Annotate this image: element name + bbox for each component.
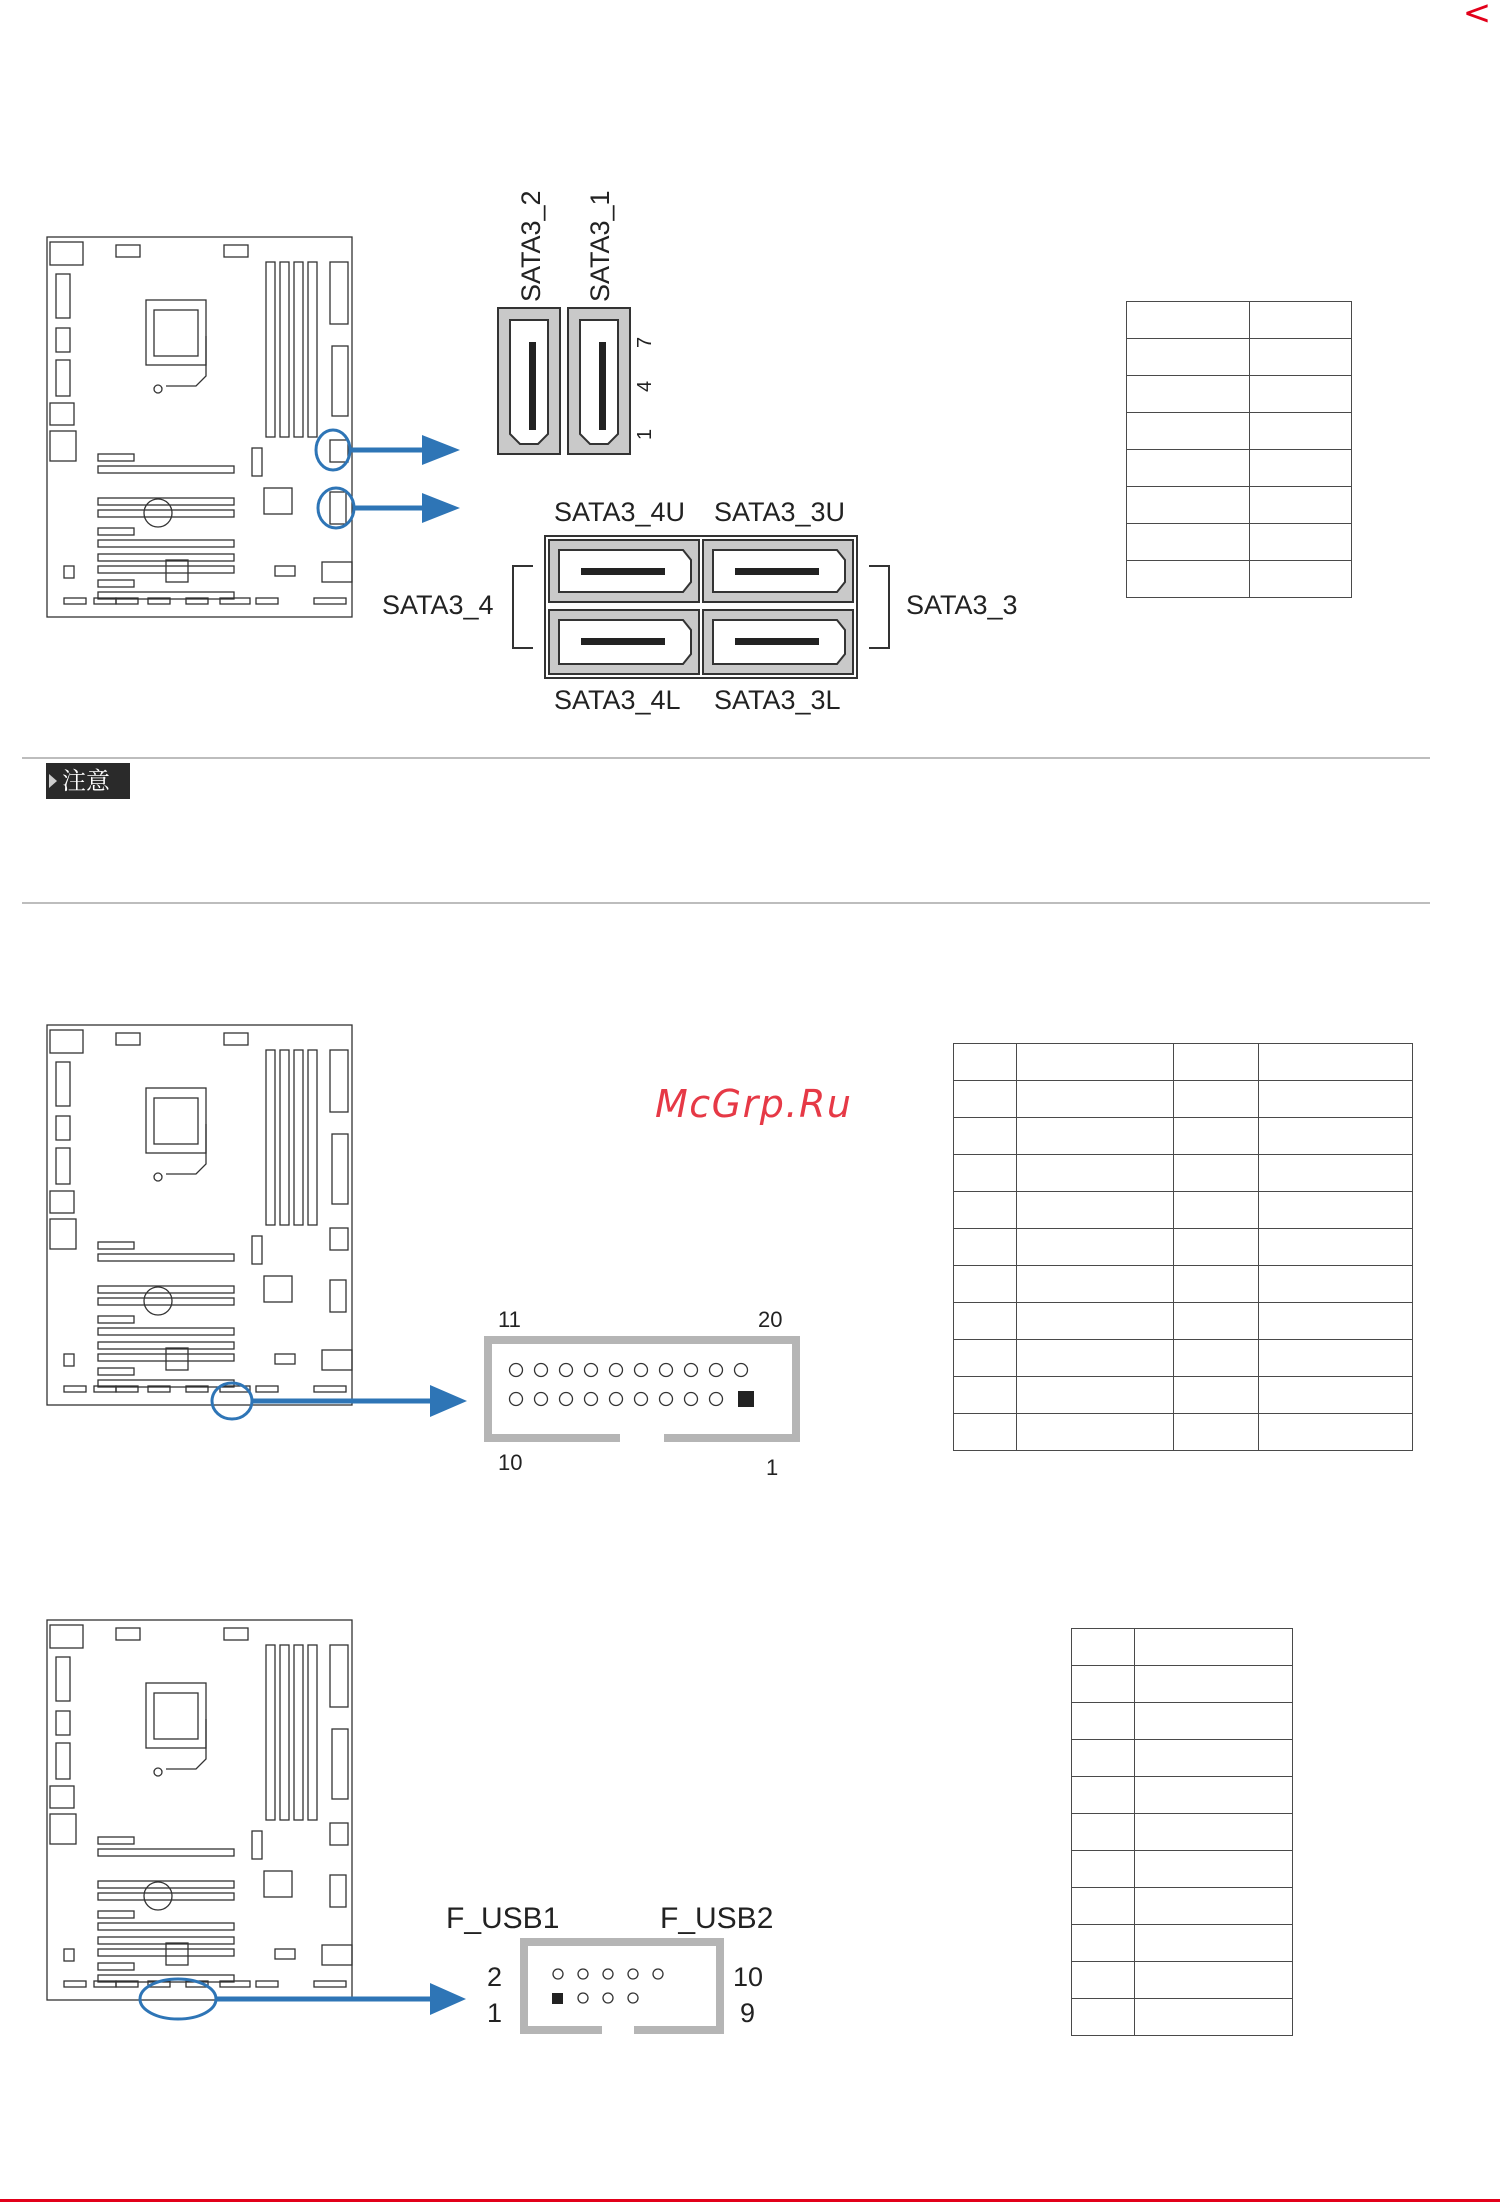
table-cell <box>1258 1414 1412 1451</box>
pin <box>635 1364 648 1377</box>
divider <box>22 757 1430 759</box>
table-cell <box>1250 487 1352 524</box>
usb2-pin-9-label: 9 <box>740 1998 756 2028</box>
table-row <box>1127 376 1352 413</box>
sata-highlight-callouts <box>310 420 470 530</box>
table-cell <box>1134 1629 1292 1666</box>
pin <box>710 1364 723 1377</box>
table-cell <box>1250 339 1352 376</box>
table-cell <box>1258 1303 1412 1340</box>
table-cell <box>1258 1118 1412 1155</box>
table-cell <box>1072 1814 1135 1851</box>
table-cell <box>954 1044 1017 1081</box>
sata3-2-label: SATA3_2 <box>516 190 546 302</box>
table-cell <box>1134 1814 1292 1851</box>
table-cell <box>1072 1666 1135 1703</box>
table-cell <box>954 1081 1017 1118</box>
pin <box>628 1969 638 1979</box>
table-cell <box>1258 1081 1412 1118</box>
table-cell <box>1017 1266 1174 1303</box>
sata-pin-table <box>1126 301 1352 598</box>
table-row <box>1127 302 1352 339</box>
table-cell <box>1134 1888 1292 1925</box>
pin <box>660 1364 673 1377</box>
table-cell <box>1017 1192 1174 1229</box>
table-cell <box>1258 1192 1412 1229</box>
table-cell <box>954 1155 1017 1192</box>
chevron-left-icon[interactable]: < <box>1462 0 1492 33</box>
table-cell <box>1017 1081 1174 1118</box>
table-row <box>1072 1666 1293 1703</box>
sata3-1-label: SATA3_1 <box>585 190 615 302</box>
pin <box>610 1393 623 1406</box>
table-row <box>954 1044 1413 1081</box>
table-row <box>1072 1703 1293 1740</box>
table-cell <box>1174 1229 1259 1266</box>
sata-vertical-connectors <box>496 306 636 458</box>
pin <box>585 1364 598 1377</box>
table-cell <box>1127 302 1250 339</box>
table-cell <box>1017 1229 1174 1266</box>
table-cell <box>1174 1192 1259 1229</box>
pin-1-marker <box>552 1993 563 2004</box>
sata3-4u-label: SATA3_4U <box>554 497 686 527</box>
table-row <box>954 1266 1413 1303</box>
motherboard-diagram-sata <box>46 236 354 618</box>
table-cell <box>1174 1340 1259 1377</box>
table-cell <box>1017 1340 1174 1377</box>
table-row <box>1072 1999 1293 2036</box>
table-cell <box>1072 1777 1135 1814</box>
table-row <box>1072 1777 1293 1814</box>
table-cell <box>1174 1118 1259 1155</box>
table-cell <box>1134 1925 1292 1962</box>
table-cell <box>1072 1703 1135 1740</box>
table-cell <box>1174 1044 1259 1081</box>
table-cell <box>1017 1377 1174 1414</box>
usb2-pin-table <box>1071 1628 1293 2036</box>
pin <box>535 1393 548 1406</box>
usb2-header-connector <box>518 1936 726 2036</box>
pin <box>735 1364 748 1377</box>
table-row <box>1127 339 1352 376</box>
usb3-pin-1-label: 1 <box>766 1455 779 1480</box>
table-cell <box>1017 1155 1174 1192</box>
table-cell <box>1250 302 1352 339</box>
f-usb2-label: F_USB2 <box>660 1902 774 1935</box>
arrow-right-icon <box>430 1385 467 1417</box>
sata3-3l-label: SATA3_3L <box>714 685 841 715</box>
table-cell <box>954 1340 1017 1377</box>
usb3-highlight-callout <box>205 1370 475 1430</box>
table-cell <box>1258 1155 1412 1192</box>
table-cell <box>954 1192 1017 1229</box>
pin <box>578 1993 588 2003</box>
table-cell <box>1134 1666 1292 1703</box>
table-cell <box>1017 1118 1174 1155</box>
sata3-3u-label: SATA3_3U <box>714 497 846 527</box>
table-cell <box>1072 1999 1135 2036</box>
pin <box>685 1393 698 1406</box>
table-cell <box>1258 1266 1412 1303</box>
sata3-3-label: SATA3_3 <box>906 590 1018 620</box>
arrow-right-icon <box>422 435 460 465</box>
table-row <box>954 1192 1413 1229</box>
table-cell <box>1134 1740 1292 1777</box>
table-cell <box>1072 1888 1135 1925</box>
table-cell <box>1134 1703 1292 1740</box>
sata-stacked-connectors <box>505 532 897 682</box>
f-usb1-label: F_USB1 <box>446 1902 560 1935</box>
table-cell <box>1258 1340 1412 1377</box>
pin <box>635 1393 648 1406</box>
table-row <box>1127 524 1352 561</box>
table-cell <box>1174 1081 1259 1118</box>
divider <box>22 902 1430 904</box>
table-cell <box>1134 1962 1292 1999</box>
table-cell <box>1258 1377 1412 1414</box>
arrow-right-icon <box>430 1983 466 2015</box>
table-row <box>954 1414 1413 1451</box>
pin <box>710 1393 723 1406</box>
table-cell <box>1017 1414 1174 1451</box>
table-cell <box>1174 1155 1259 1192</box>
table-cell <box>1250 376 1352 413</box>
footer-rule <box>0 2199 1500 2202</box>
usb3-header-connector <box>484 1336 800 1446</box>
pin <box>685 1364 698 1377</box>
table-cell <box>1250 524 1352 561</box>
table-cell <box>1174 1414 1259 1451</box>
table-cell <box>1134 1999 1292 2036</box>
table-row <box>954 1340 1413 1377</box>
table-row <box>954 1229 1413 1266</box>
table-row <box>1127 561 1352 598</box>
table-cell <box>1174 1303 1259 1340</box>
table-cell <box>1072 1629 1135 1666</box>
table-cell <box>1134 1851 1292 1888</box>
pin <box>610 1364 623 1377</box>
table-row <box>1072 1740 1293 1777</box>
watermark-text: McGrp.Ru <box>655 1082 853 1126</box>
pin <box>560 1364 573 1377</box>
table-cell <box>1127 339 1250 376</box>
pin <box>585 1393 598 1406</box>
table-cell <box>954 1377 1017 1414</box>
pin-1-marker <box>738 1391 754 1407</box>
table-cell <box>954 1266 1017 1303</box>
usb2-highlight-callout <box>138 1972 474 2028</box>
pin <box>553 1969 563 1979</box>
table-row <box>1127 487 1352 524</box>
usb2-pin-2-label: 2 <box>487 1962 503 1992</box>
table-cell <box>1072 1925 1135 1962</box>
table-row <box>1072 1925 1293 1962</box>
table-cell <box>1258 1044 1412 1081</box>
pin <box>603 1969 613 1979</box>
table-cell <box>1127 413 1250 450</box>
sata3-4-label: SATA3_4 <box>382 590 494 620</box>
pin <box>603 1993 613 2003</box>
sata3-4l-label: SATA3_4L <box>554 685 681 715</box>
table-cell <box>954 1414 1017 1451</box>
pin <box>535 1364 548 1377</box>
usb3-pin-20-label: 20 <box>758 1307 783 1332</box>
table-row <box>954 1081 1413 1118</box>
table-cell <box>1174 1377 1259 1414</box>
table-row <box>954 1303 1413 1340</box>
usb2-pin-10-label: 10 <box>733 1962 764 1992</box>
table-cell <box>1127 450 1250 487</box>
pin <box>660 1393 673 1406</box>
table-cell <box>954 1303 1017 1340</box>
note-label: 注意 <box>46 763 130 799</box>
motherboard-diagram-usb2 <box>46 1619 354 2004</box>
usb2-pin-1-label: 1 <box>487 1998 503 2028</box>
table-cell <box>954 1118 1017 1155</box>
pin <box>578 1969 588 1979</box>
pin <box>510 1393 523 1406</box>
pin-7-label: 7 <box>634 336 656 348</box>
table-cell <box>1017 1303 1174 1340</box>
usb3-pin-11-label: 11 <box>498 1307 521 1332</box>
table-cell <box>1017 1044 1174 1081</box>
pin <box>510 1364 523 1377</box>
pin-4-label: 4 <box>634 380 656 392</box>
pin-1-label: 1 <box>634 428 656 440</box>
table-row <box>954 1155 1413 1192</box>
usb3-pin-10-label: 10 <box>498 1450 523 1475</box>
table-cell <box>1127 487 1250 524</box>
table-cell <box>1072 1962 1135 1999</box>
motherboard-diagram-usb3 <box>46 1024 354 1409</box>
table-row <box>1072 1888 1293 1925</box>
table-row <box>1072 1962 1293 1999</box>
table-row <box>1127 413 1352 450</box>
table-cell <box>1072 1740 1135 1777</box>
table-cell <box>1127 376 1250 413</box>
table-cell <box>1134 1777 1292 1814</box>
table-cell <box>1072 1851 1135 1888</box>
pin <box>628 1993 638 2003</box>
usb3-pin-table <box>953 1043 1413 1451</box>
table-cell <box>1127 561 1250 598</box>
table-row <box>954 1377 1413 1414</box>
table-cell <box>1127 524 1250 561</box>
table-row <box>954 1118 1413 1155</box>
table-cell <box>1174 1266 1259 1303</box>
pin <box>560 1393 573 1406</box>
table-row <box>1072 1814 1293 1851</box>
table-row <box>1072 1629 1293 1666</box>
table-cell <box>954 1229 1017 1266</box>
table-row <box>1127 450 1352 487</box>
table-cell <box>1250 450 1352 487</box>
table-cell <box>1258 1229 1412 1266</box>
arrow-right-icon <box>422 493 460 523</box>
table-cell <box>1250 561 1352 598</box>
pin <box>653 1969 663 1979</box>
table-cell <box>1250 413 1352 450</box>
table-row <box>1072 1851 1293 1888</box>
